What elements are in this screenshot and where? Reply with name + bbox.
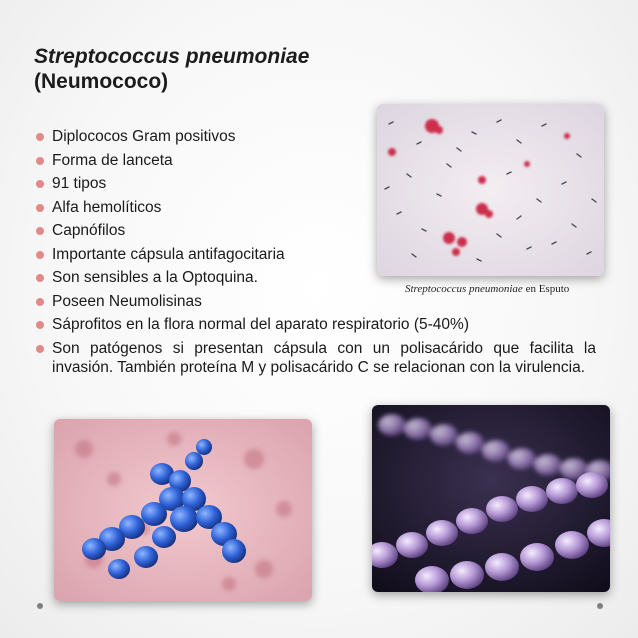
purple-bacteria-image [372, 405, 610, 592]
purple-bacteria-drawing [372, 405, 610, 592]
blue-bacteria-image [54, 419, 312, 601]
blue-bacteria-drawing [54, 419, 312, 601]
micrograph-caption [405, 283, 569, 295]
bullet-item: Sáprofitos en la flora normal del aparato respiratorio (5-40%) [36, 315, 596, 334]
sputum-micrograph [377, 104, 604, 276]
bullet-item: 91 tipos [36, 174, 596, 193]
bullet-item: Son patógenos si presentan cápsula con un polisacárido que facilita la invasión. También proteína M y polisacárido C se relacionan con la virulencia. [36, 339, 596, 377]
bullet-item: Son sensibles a la Optoquina. [36, 268, 596, 287]
slide-decoration-dot-right [597, 603, 603, 609]
bullet-item: Capnófilos [36, 221, 596, 240]
bullet-item: Poseen Neumolisinas [36, 292, 596, 311]
bullet-item: Diplococos Gram positivos [36, 127, 596, 146]
title-species: Streptococcus pneumoniae [34, 45, 310, 68]
bullet-item: Alfa hemolíticos [36, 198, 596, 217]
caption-rest: en Esputo [522, 283, 570, 295]
slide-decoration-dot-left [37, 603, 43, 609]
bullet-item: Forma de lanceta [36, 151, 596, 170]
slide-title [34, 44, 309, 94]
sputum-micrograph-drawing [377, 104, 604, 276]
bullet-item: Importante cápsula antifagocitaria [36, 245, 596, 264]
caption-species: Streptococcus pneumoniae [405, 283, 523, 295]
title-common-name: (Neumococo) [34, 70, 169, 93]
